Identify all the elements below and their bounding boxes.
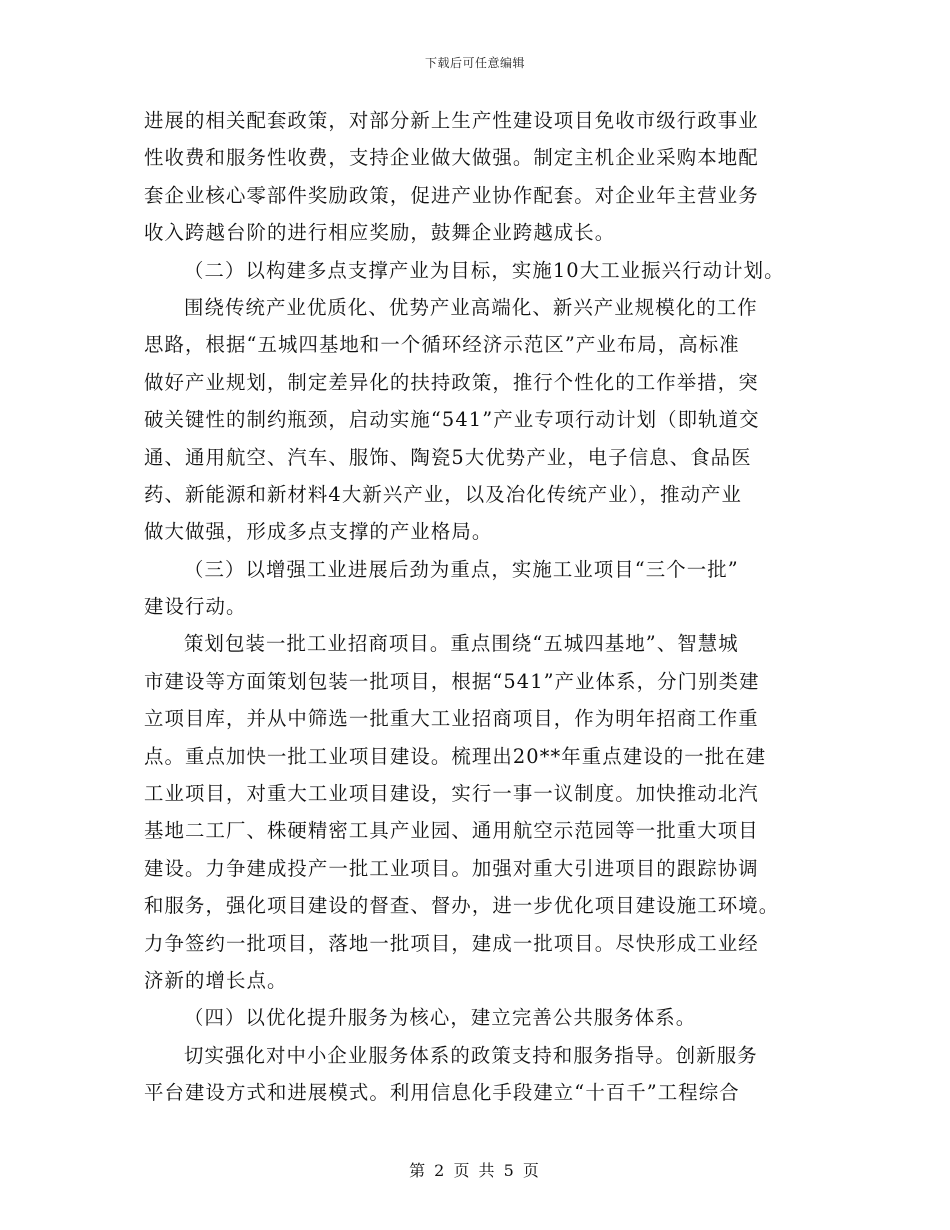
text-line: 策划包装一批工业招商项目。重点围绕“五城四基地”、智慧城 bbox=[184, 632, 739, 656]
text-line: 基地二工厂、株硬精密工具产业园、通用航空示范园等一批重大项目 bbox=[144, 819, 759, 843]
text-line: 建设行动。 bbox=[144, 595, 247, 619]
text-line: 点。重点加快一批工业项目建设。梳理出20**年重点建设的一批在建 bbox=[144, 744, 767, 768]
footer-prefix: 第 bbox=[409, 1161, 428, 1180]
section-heading: （四）以优化提升服务为核心，建立完善公共服务体系。 bbox=[184, 1006, 697, 1030]
text-line: 工业项目，对重大工业项目建设，实行一事一议制度。加快推动北汽 bbox=[144, 782, 759, 806]
text-line: 做大做强，形成多点支撑的产业格局。 bbox=[144, 520, 493, 544]
text-line: 套企业核心零部件奖励政策，促进产业协作配套。对企业年主营业务 bbox=[144, 183, 759, 207]
text-line: 通、通用航空、汽车、服饰、陶瓷5大优势产业，电子信息、食品医 bbox=[144, 445, 752, 469]
text-line: 建设。力争建成投产一批工业项目。加强对重大引进项目的跟踪协调 bbox=[144, 856, 759, 880]
page-header: 下载后可任意编辑 bbox=[424, 56, 525, 70]
text-line: 市建设等方面策划包装一批项目，根据“541”产业体系，分门别类建 bbox=[144, 669, 760, 693]
text-line: 做好产业规划，制定差异化的扶持政策，推行个性化的工作举措，突 bbox=[144, 370, 759, 394]
text-line: 性收费和服务性收费，支持企业做大做强。制定主机企业采购本地配 bbox=[144, 146, 759, 170]
current-page-number: 2 bbox=[434, 1161, 447, 1180]
text-line: 力争签约一批项目，落地一批项目，建成一批项目。尽快形成工业经 bbox=[144, 931, 759, 955]
text-line: 平台建设方式和进展模式。利用信息化手段建立“十百千”工程综合 bbox=[144, 1081, 740, 1105]
text-line: 立项目库，并从中筛选一批重大工业招商项目，作为明年招商工作重 bbox=[144, 707, 759, 731]
footer-middle: 页 共 bbox=[453, 1161, 497, 1180]
text-line: 破关键性的制约瓶颈，启动实施“541”产业专项行动计划（即轨道交 bbox=[144, 408, 760, 432]
page-footer bbox=[0, 1158, 950, 1181]
text-line: 收入跨越台阶的进行相应奖励，鼓舞企业跨越成长。 bbox=[144, 221, 616, 245]
text-line: 济新的增长点。 bbox=[144, 968, 288, 992]
total-pages-number: 5 bbox=[503, 1161, 516, 1180]
text-line: 切实强化对中小企业服务体系的政策支持和服务指导。创新服务 bbox=[184, 1043, 758, 1067]
footer-suffix: 页 bbox=[522, 1161, 541, 1180]
section-heading: （二）以构建多点支撑产业为目标，实施10大工业振兴行动计划。 bbox=[184, 258, 785, 282]
text-line: 和服务，强化项目建设的督查、督办，进一步优化项目建设施工环境。 bbox=[144, 894, 780, 918]
text-line: 进展的相关配套政策，对部分新上生产性建设项目免收市级行政事业 bbox=[144, 109, 759, 132]
document-body bbox=[144, 102, 816, 1112]
section-heading: （三）以增强工业进展后劲为重点，实施工业项目“三个一批” bbox=[184, 557, 739, 581]
text-line: 围绕传统产业优质化、优势产业高端化、新兴产业规模化的工作 bbox=[184, 295, 758, 319]
text-line: 思路，根据“五城四基地和一个循环经济示范区”产业布局，高标准 bbox=[144, 333, 740, 357]
text-line: 药、新能源和新材料4大新兴产业，以及冶化传统产业），推动产业 bbox=[144, 482, 742, 506]
